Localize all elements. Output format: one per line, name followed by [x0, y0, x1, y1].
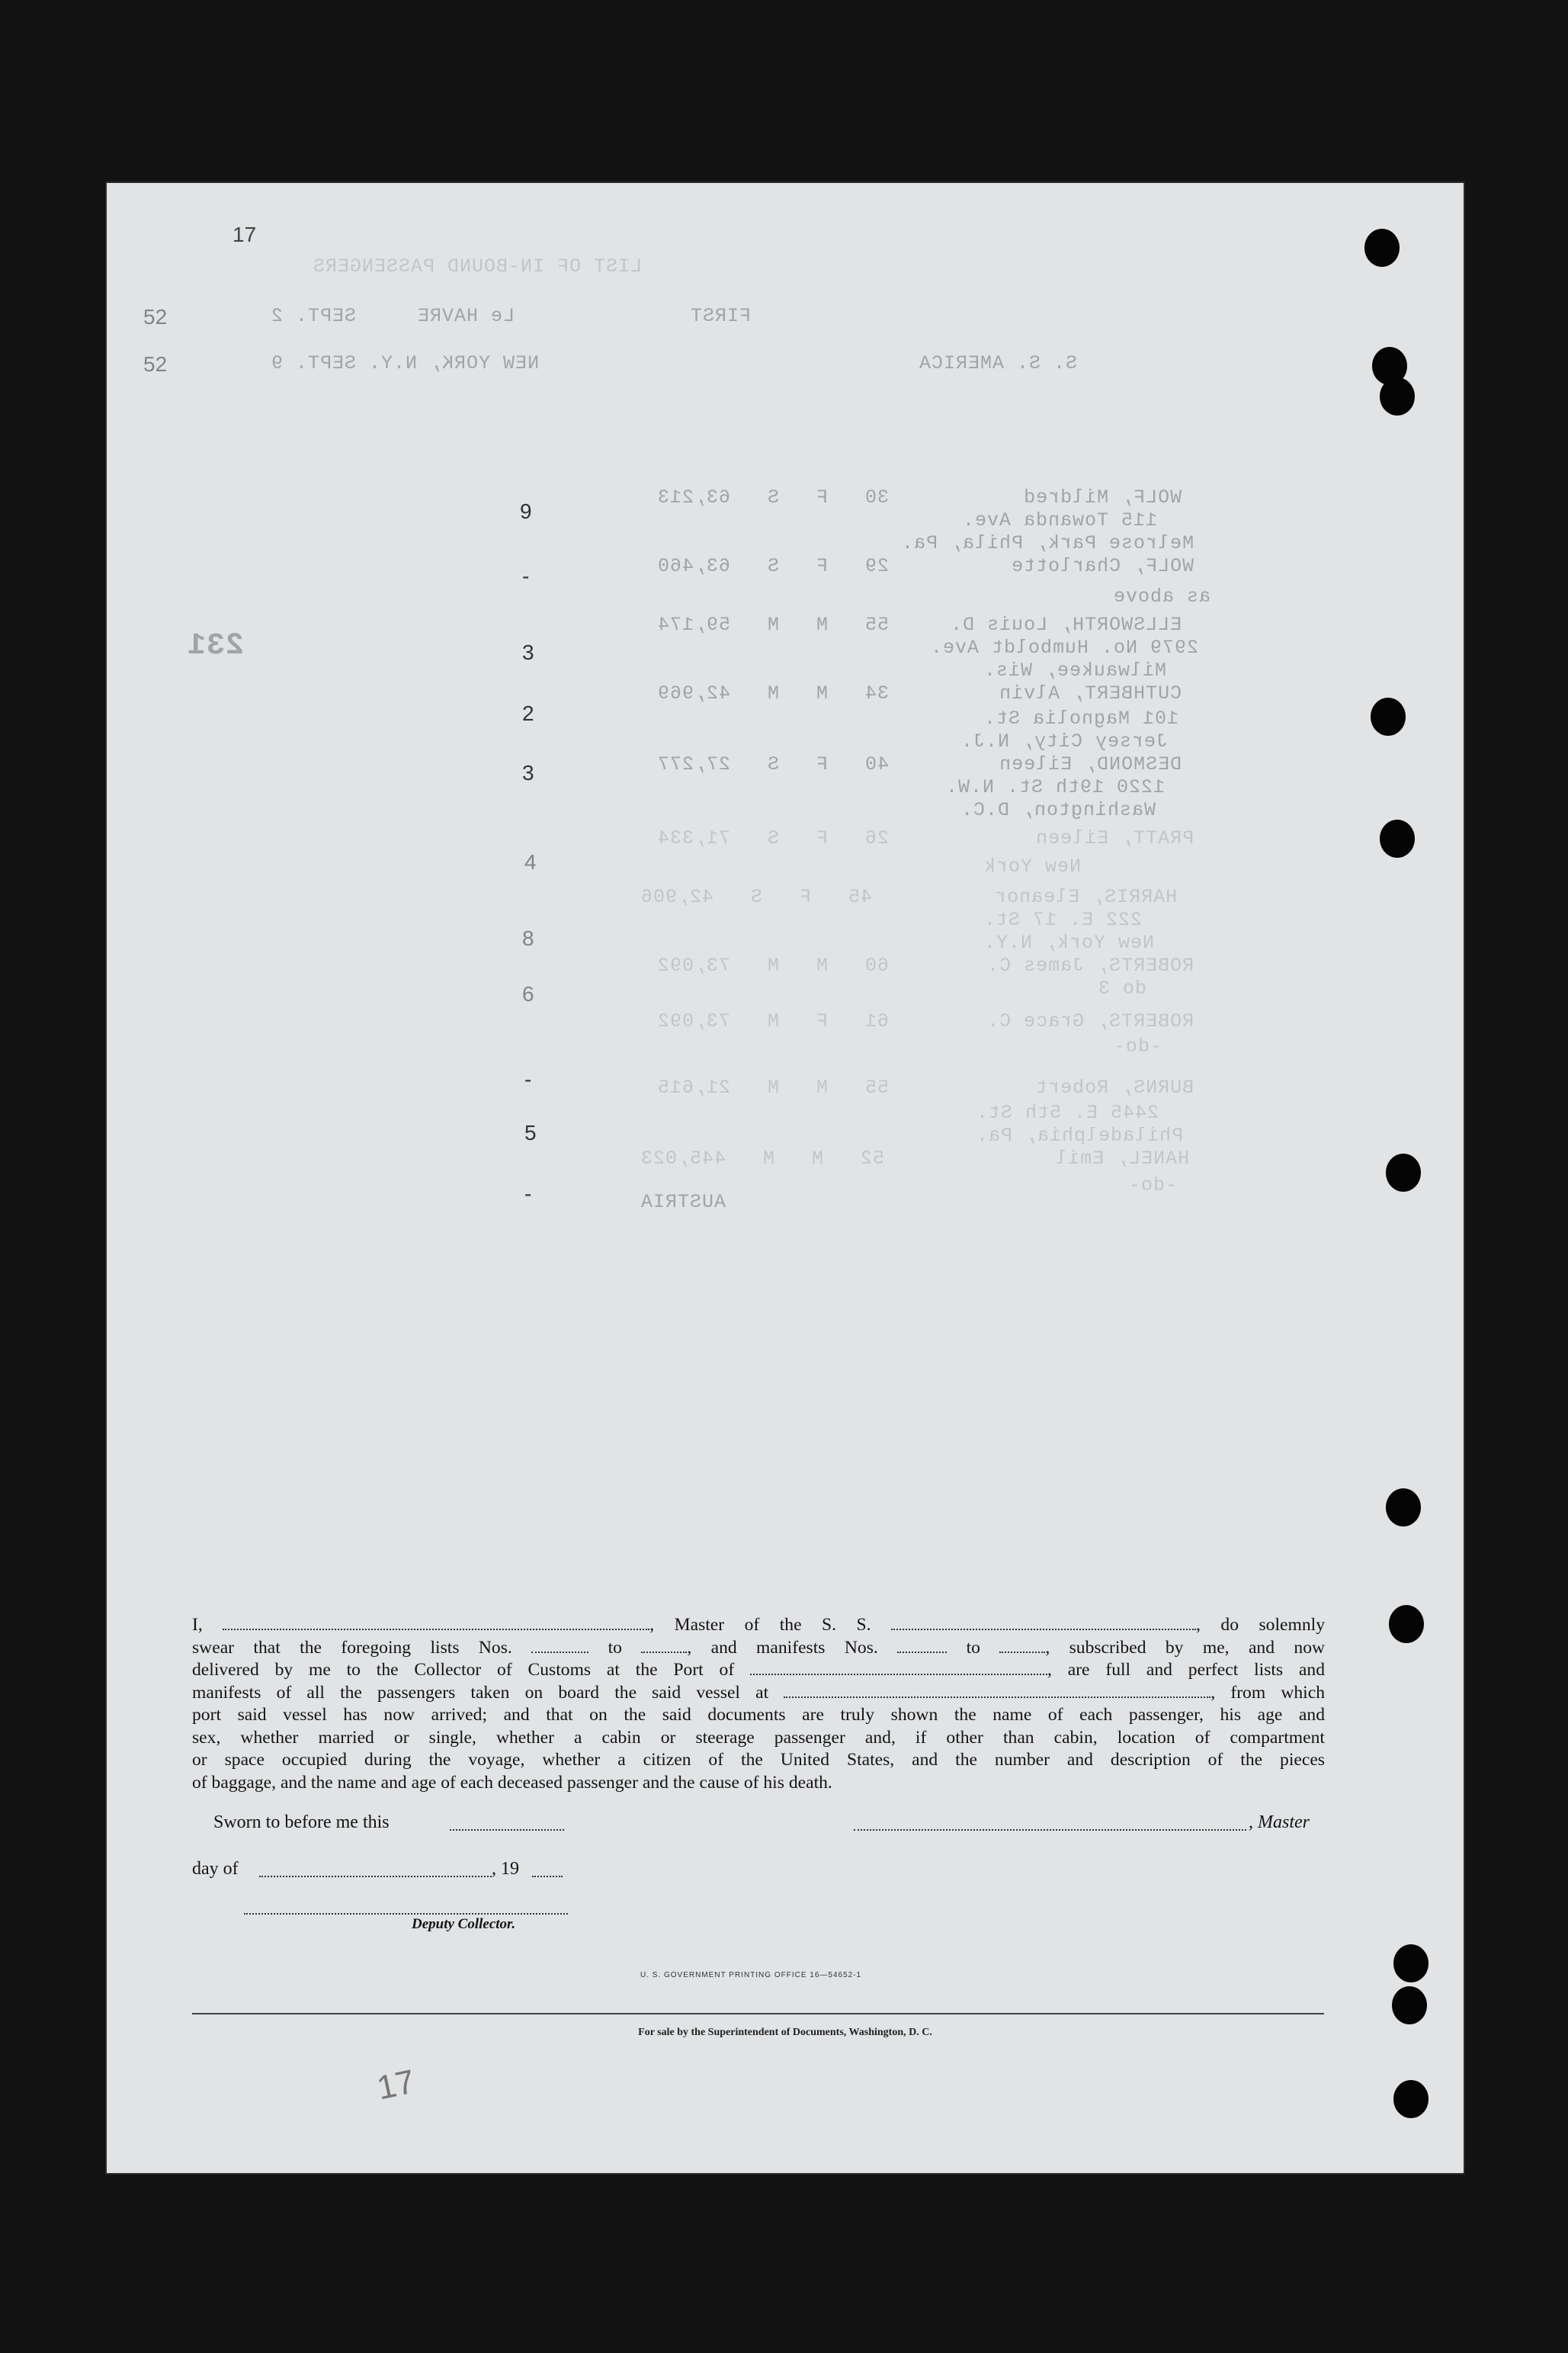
oath-text: , are full and perfect lists and	[1047, 1660, 1325, 1680]
margin-count: 5	[524, 1121, 537, 1144]
oath-text: , subscribed by me, and now	[1045, 1637, 1326, 1658]
ghost-record-line: 222 E. 17 St.	[983, 909, 1143, 931]
margin-count: 4	[524, 850, 537, 874]
record-line: DESMOND, Eileen 40 F S 27,277	[657, 753, 1182, 775]
ghost-record-line: New York	[983, 855, 1082, 878]
ghost-record-line: PRATT, Eileen 26 F S 71,334	[657, 827, 1194, 849]
ghost-record-line: Philadelphia, Pa.	[976, 1125, 1184, 1147]
margin-count: -	[522, 564, 530, 588]
ghost-row2-mid: NEW YORK, N.Y. SEPT. 9	[271, 352, 540, 374]
punch-hole	[1392, 1986, 1427, 2024]
punch-hole	[1393, 1944, 1429, 1982]
master-label: , Master	[1249, 1812, 1310, 1832]
record-line: ELLSWORTH, Louis D. 55 M M 59,174	[657, 614, 1182, 636]
punch-hole	[1393, 2080, 1429, 2118]
ghost-record-line: New York, N.Y.	[983, 932, 1155, 954]
printing-office-text: U. S. GOVERNMENT PRINTING OFFICE 16—54652-1	[640, 1971, 862, 1979]
punch-hole	[1389, 1605, 1424, 1643]
oath-text: , from which	[1210, 1682, 1325, 1703]
oath-text: of baggage, and the name and age of each deceased passenger and the cause of his death.	[192, 1772, 832, 1793]
margin-count: 3	[522, 761, 534, 785]
ghost-row2-left: 52	[143, 352, 168, 376]
manifest-page	[107, 183, 1464, 2173]
record-line: WOLF, Mildred 30 F S 63,213	[657, 486, 1182, 509]
ghost-record-line: -do-	[1128, 1174, 1178, 1196]
punch-hole	[1380, 820, 1415, 858]
ghost-record-line: do 3	[1098, 977, 1147, 1000]
ghost-row1-mid: Le HAVRE SEPT. 2	[271, 305, 515, 327]
oath-text: to	[966, 1637, 980, 1658]
ghost-record-line: ROBERTS, James C. 60 M M 73,092	[657, 955, 1194, 977]
punch-hole	[1386, 1154, 1421, 1192]
footer-sale-notice: For sale by the Superintendent of Documents, Washington, D. C.	[638, 2027, 932, 2038]
stamp-note: 231	[187, 629, 245, 663]
ghost-row1-class: FIRST	[690, 305, 752, 327]
margin-count: -	[524, 1067, 532, 1091]
oath-text: , do solemnly	[1196, 1615, 1325, 1635]
oath-text: swear that the foregoing lists Nos.	[192, 1637, 512, 1658]
page-number: 17	[232, 223, 257, 246]
ghost-record-line: 2445 E. 5th St.	[976, 1102, 1159, 1124]
sworn-label: Sworn to before me this	[213, 1812, 390, 1832]
ghost-title: LIST OF IN-BOUND PASSENGERS	[313, 255, 643, 278]
record-line: 2979 No. Humboldt Ave.	[930, 637, 1199, 659]
record-line: 1220 19th St. N.W.	[945, 776, 1166, 798]
oath-text: , and manifests Nos.	[687, 1637, 878, 1658]
ghost-record-line: HARRIS, Eleanor 45 F S 42,906	[640, 886, 1178, 908]
record-line: Jersey City, N.J.	[960, 730, 1169, 753]
margin-count: 6	[522, 982, 534, 1006]
oath-text: to	[608, 1637, 622, 1658]
sworn-date-field	[450, 1826, 564, 1831]
master-signature-field	[854, 1826, 1246, 1831]
margin-count: 9	[520, 499, 532, 523]
ghost-row1-left: 52	[143, 305, 168, 329]
ghost-record-line: HANEL, Emil 52 M M 445,023	[640, 1148, 1190, 1170]
day-of-label: day of	[192, 1859, 239, 1879]
oath-text: , Master of the S. S.	[649, 1615, 871, 1635]
year-label: , 19	[492, 1859, 519, 1879]
margin-count: -	[524, 1182, 532, 1205]
punch-hole	[1371, 698, 1406, 736]
oath-text: I,	[192, 1615, 203, 1635]
oath-text: port said vessel has now arrived; and that on the said documents are truly shown the name of each passenger, his age and	[192, 1705, 1325, 1725]
punch-hole	[1386, 1488, 1421, 1526]
handwritten-mark: 17	[374, 2062, 418, 2107]
oath-text: sex, whether married or single, whether a cabin or steerage passenger and, if other than cabin, location of compartment	[192, 1727, 1325, 1748]
oath-text: delivered by me to the Collector of Customs at the Port of	[192, 1660, 735, 1680]
deputy-signature-field	[244, 1910, 568, 1915]
ghost-record-line: -do-	[1113, 1035, 1162, 1058]
record-line: CUTHBERT, Alvin 34 M M 42,969	[657, 682, 1182, 705]
punch-hole	[1364, 229, 1400, 267]
record-line: WOLF, Charlotte 29 F S 63,460	[657, 555, 1194, 577]
record-line: Milwaukee, Wis.	[983, 660, 1167, 682]
margin-count: 2	[522, 701, 534, 725]
ghost-row2-ship: S. S. AMERICA	[919, 352, 1078, 374]
punch-hole	[1380, 377, 1415, 416]
ghost-record-line: BURNS, Robert 55 M M 21,615	[657, 1077, 1194, 1099]
record-line: 101 Magnolia St.	[983, 708, 1179, 730]
margin-count: 8	[522, 926, 534, 950]
ghost-record-line: AUSTRIA	[640, 1191, 726, 1213]
deputy-collector-label: Deputy Collector.	[412, 1916, 516, 1932]
day-of-field	[259, 1873, 492, 1877]
record-line: Washington, D.C.	[960, 799, 1156, 821]
record-line: 115 Towanda Ave.	[962, 509, 1158, 531]
year-field	[532, 1873, 563, 1877]
record-line: as above	[1113, 586, 1211, 608]
oath-text: manifests of all the passengers taken on board the said vessel at	[192, 1682, 769, 1703]
ghost-record-line: ROBERTS, Grace C. 61 F M 73,092	[657, 1010, 1194, 1032]
margin-count: 3	[522, 640, 534, 664]
record-line: Melrose Park, Phila, Pa.	[901, 532, 1194, 554]
oath-paragraph	[192, 1614, 1325, 1794]
bottom-rule	[192, 2013, 1324, 2014]
oath-text: or space occupied during the voyage, whether a citizen of the United States, and the number and description of the pieces	[192, 1750, 1325, 1770]
